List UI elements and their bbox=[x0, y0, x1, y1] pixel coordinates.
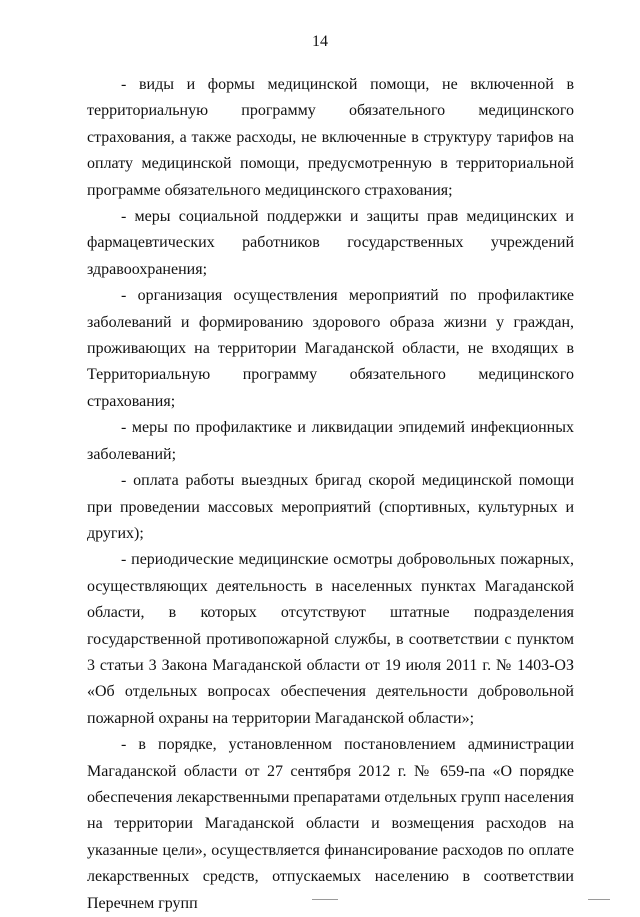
paragraph-firefighter-checkups: - периодические медицинские осмотры добровольных пожарных, осуществляющих деятельность в населенных пунктах Магаданской области, в которых отсутствуют штатные подразделения государственной противопожарной службы, в соответствии с пунктом 3 статьи 3 Закона Магаданской области от 19 июля 2011 г. № 1403-ОЗ «Об отдельных вопросах обеспечения деятельности добровольной пожарной охраны на территории Магаданской области»; bbox=[87, 551, 574, 727]
paragraph-medical-care-types: - виды и формы медицинской помощи, не включенной в территориальную программу обязательного медицинского страхования, а также расходы, не включенные в структуру тарифов на оплату медицинской помощи, предусмотренную в территориальной программе обязательного медицинского страхования; bbox=[87, 76, 574, 199]
document-body bbox=[87, 72, 574, 917]
scan-artifact-line bbox=[588, 899, 610, 900]
paragraph-ambulance-teams: - оплата работы выездных бригад скорой медицинской помощи при проведении массовых мероприятий (спортивных, культурных и других); bbox=[87, 472, 574, 542]
scan-artifact-line bbox=[312, 899, 338, 900]
paragraph-drug-provision: - в порядке, установленном постановлением администрации Магаданской области от 27 сентября 2012 г. № 659-па «О порядке обеспечения лекарственными препаратами отдельных групп населения на территории Магаданской области и возмещения расходов на указанные цели», осуществляется финансирование расходов по оплате лекарственных средств, отпускаемых населению в соответствии Перечнем групп bbox=[87, 736, 574, 912]
paragraph-disease-prevention: - организация осуществления мероприятий по профилактике заболеваний и формированию здорового образа жизни у граждан, проживающих на территории Магаданской области, не входящих в Территориальную программу обязательного медицинского страхования; bbox=[87, 287, 574, 410]
paragraph-social-support: - меры социальной поддержки и защиты прав медицинских и фармацевтических работников государственных учреждений здравоохранения; bbox=[87, 208, 574, 278]
page-number: 14 bbox=[312, 33, 328, 50]
paragraph-epidemic-measures: - меры по профилактике и ликвидации эпидемий инфекционных заболеваний; bbox=[87, 419, 574, 463]
